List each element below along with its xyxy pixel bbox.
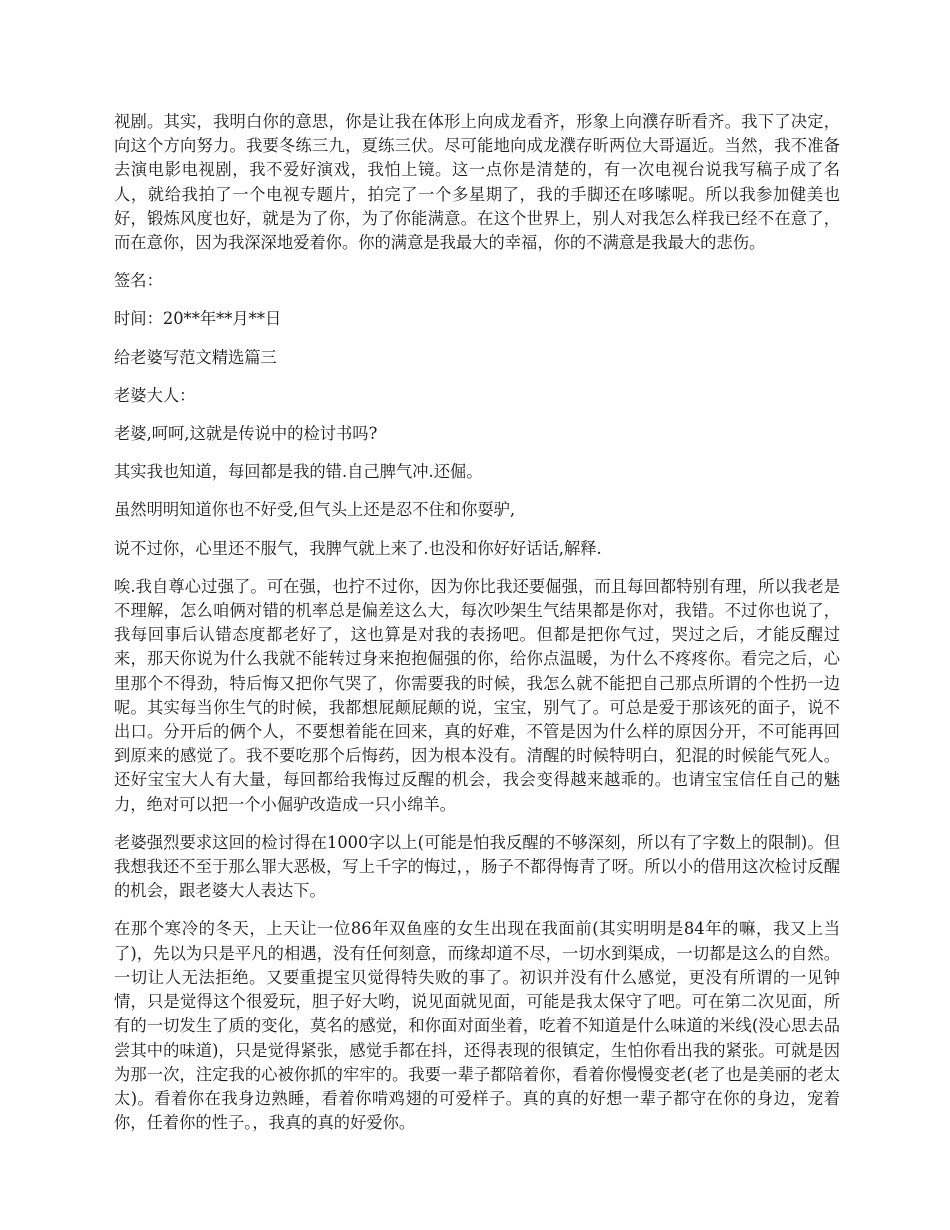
paragraph-admission: 其实我也知道，每回都是我的错.自己脾气冲.还倔。	[114, 462, 483, 482]
section-heading: 给老婆写范文精选篇三	[114, 347, 277, 367]
paragraph-self-reflection: 唉.我自尊心过强了。可在强，也拧不过你，因为你比我还要倔强，而且每回都特别有理，所以我老是不理解，怎么咱俩对错的机率总是偏差这么大，每次吵架生气结果都是你对，我错。不过你也说了，我每回事后认错态度都老好了，这也算是对我的表扬吧。但都是把你气过，哭过之后，才能反醒过来，那天你说为什么我就不能转过身来抱抱倔强的你，给你点温暖，为什么不疼疼你。看完之后，心里那个不得劲，特后悔又把你气哭了，你需要我的时候，我怎么就不能把自己那点所谓的个性扔一边呢。其实每当你生气的时候，我都想屁颠屁颠的说，宝宝，别气了。可总是爱于那该死的面子，说不出口。分开后的俩个人，不要想着能在回来，真的好难，不管是因为什么样的原因分开，不可能再回到原来的感觉了。我不要吃那个后悔药，因为根本没有。清醒的时候特明白，犯混的时候能气死人。还好宝宝大人有大量，每回都给我悔过反醒的机会，我会变得越来越乖的。也请宝宝信任自己的魅力，绝对可以把一个小倔驴改造成一只小绵羊。	[114, 576, 840, 814]
salutation: 老婆大人：	[114, 385, 196, 405]
paragraph-opening: 老婆,呵呵,这就是传说中的检讨书吗?	[114, 424, 378, 444]
document-body	[114, 110, 840, 1135]
paragraph-argument: 说不过你，心里还不服气，我脾气就上来了.也没和你好好话话,解释.	[114, 538, 602, 558]
paragraph-temper: 虽然明明知道你也不好受,但气头上还是忍不住和你耍驴,	[114, 500, 516, 520]
date-line: 时间：20**年**月**日	[114, 309, 282, 329]
paragraph-love-letter-ending: 视剧。其实，我明白你的意思，你是让我在体形上向成龙看齐，形象上向濮存昕看齐。我下了决定，向这个方向努力。我要冬练三九，夏练三伏。尽可能地向成龙濮存昕两位大哥逼近。当然，我不准备去演电影电视剧，我不爱好演戏，我怕上镜。这一点你是清楚的，有一次电视台说我写稿子成了名人，就给我拍了一个电视专题片，拍完了一个多星期了，我的手脚还在哆嗦呢。所以我参加健美也好，锻炼风度也好，就是为了你，为了你能满意。在这个世界上，别人对我怎么样我已经不在意了，而在意你，因为我深深地爱着你。你的满意是我最大的幸福，你的不满意是我最大的悲伤。	[114, 112, 840, 253]
paragraph-first-meeting: 在那个寒冷的冬天，上天让一位86年双鱼座的女生出现在我面前(其实明明是84年的嘛，我又上当了)，先以为只是平凡的相遇，没有任何刻意，而缘却道不尽，一切水到渠成，一切都是这么的自然。一切让人无法拒绝。又要重提宝贝觉得特失败的事了。初识并没有什么感觉，更没有所谓的一见钟情，只是觉得这个很爱玩，胆子好大哟，说见面就见面，可能是我太保守了吧。可在第二次见面，所有的一切发生了质的变化，莫名的感觉，和你面对面坐着，吃着不知道是什么味道的米线(没心思去品尝其中的味道)，只是觉得紧张，感觉手都在抖，还得表现的很镇定，生怕你看出我的紧张。可就是因为那一次，注定我的心被你抓的牢牢的。我要一辈子都陪着你，看着你慢慢变老(老了也是美丽的老太太)。看着你在我身边熟睡，看着你啃鸡翅的可爱样子。真的真的好想一辈子都守在你的身边，宠着你，任着你的性子。，我真的真的好爱你。	[114, 919, 840, 1133]
signature-line: 签名：	[114, 271, 163, 291]
paragraph-word-limit: 老婆强烈要求这回的检讨得在1000字以上(可能是怕我反醒的不够深刻，所以有了字数上的限制)。但我想我还不至于那么罪大恶极，写上千字的悔过，，肠子不都得悔青了呀。所以小的借用这次检讨反醒的机会，跟老婆大人表达下。	[114, 832, 840, 901]
